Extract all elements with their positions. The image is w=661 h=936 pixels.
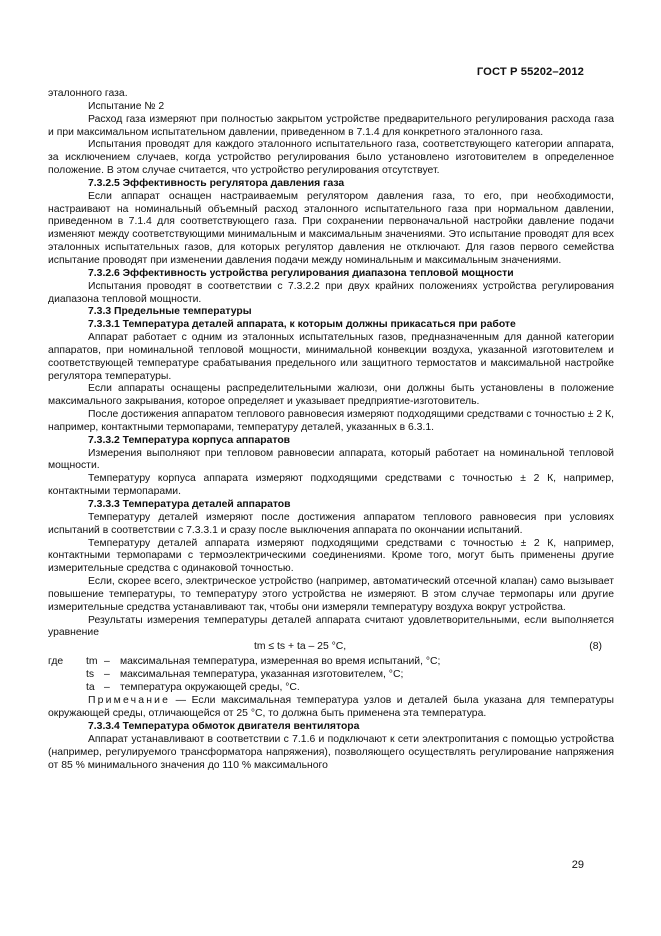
section-heading: 7.3.3.1 Температура деталей аппарата, к которым должны прикасаться при работе: [88, 319, 516, 331]
paragraph: Температуру корпуса аппарата измеряют подходящими средствами с точностью ± 2 К, например, контактными термопарами.: [48, 473, 614, 498]
paragraph: Если, скорее всего, электрическое устройство (например, автоматический отсечной клапан) само вызывает повышение температуры, то температуру этого устройства не измеряют. В этом случае термопары или другие измерительные средства устанавливают так, чтобы они измеряли температуру воздуха вокруг устройства.: [48, 576, 614, 613]
symbol: ta: [86, 682, 95, 694]
page-number: 29: [571, 859, 584, 871]
paragraph: эталонного газа.: [48, 88, 128, 99]
paragraph: Если аппараты оснащены распределительными жалюзи, они должны быть установлены в положение максимального закрывания, которое определяет и указывает предприятие-изготовитель.: [48, 383, 614, 408]
symbol-description: максимальная температура, указанная изготовителем, °C;: [120, 669, 404, 681]
test-heading: Испытание № 2: [88, 100, 165, 112]
paragraph: Аппарат работает с одним из эталонных испытательных газов, предназначенным для данной категории аппаратов, при номинальной тепловой мощности, минимальной конвекции воздуха, указанной изготовителем и соответствующей температуре срабатывания предельного или защитного термостатов и максимальной настройке регулятора температуры.: [48, 332, 614, 382]
symbol: ts: [86, 669, 95, 681]
section-heading: 7.3.3 Предельные температуры: [88, 306, 252, 318]
note: [48, 695, 614, 721]
legend-row: [48, 682, 614, 695]
symbol-description: температура окружающей среды, °C.: [120, 682, 300, 694]
legend-row: [48, 669, 614, 682]
section-heading: 7.3.3.2 Температура корпуса аппаратов: [88, 434, 291, 446]
section-heading: 7.3.2.5 Эффективность регулятора давления газа: [88, 177, 345, 189]
paragraph: Испытания проводят для каждого эталонного испытательного газа, соответствующего категории аппарата, за исключением случаев, когда устройство регулирования было установлено изготовителем в определенное положение. В этом случае считается, что устройство регулирования отсутствует.: [48, 139, 614, 177]
symbol-description: максимальная температура, измеренная во время испытаний, °C;: [120, 656, 441, 668]
paragraph: Испытания проводят в соответствии с 7.3.2.2 при двух крайних положениях устройства регулирования диапазона тепловой мощности.: [48, 280, 614, 305]
where-label: где: [48, 656, 64, 668]
paragraph: Температуру деталей аппарата измеряют подходящими средствами с точностью ± 2 К, например, контактными термопарами с термоэлектрическими соединениями. Кроме того, могут быть применены другие измерительные средства с одинаковой точностью.: [48, 537, 614, 575]
document-body: [48, 88, 614, 772]
note-label: Примечание: [88, 695, 171, 707]
paragraph: Измерения выполняют при тепловом равновесии аппарата, который работает на номинальной тепловой мощности.: [48, 447, 614, 472]
paragraph: Аппарат устанавливают в соответствии с 7.1.6 и подключают к сети электропитания с помощью устройства (например, регулируемого трансформатора напряжения), позволяющего осуществлять регулирование напряжения от 85 % минимального значения до 110 % максимального: [48, 733, 614, 771]
paragraph: После достижения аппаратом теплового равновесия измеряют подходящими средствами с точностью ± 2 К, например, контактными термопарами, температуру деталей, указанных в 6.3.1.: [48, 409, 614, 433]
legend-row: [48, 656, 614, 669]
section-heading: 7.3.2.6 Эффективность устройства регулирования диапазона тепловой мощности: [88, 267, 514, 279]
paragraph: Результаты измерения температуры деталей аппарата считают удовлетворительными, если выполняется уравнение: [48, 614, 614, 639]
equation: [48, 640, 614, 656]
section-heading: 7.3.3.4 Температура обмоток двигателя вентилятора: [88, 720, 360, 732]
note-text: — Если максимальная температура узлов и деталей была указана для температуры окружающей среды, отличающейся от 25 °C, то должна быть применена эта температура.: [48, 695, 614, 720]
equation-number: (8): [589, 641, 602, 653]
paragraph: Если аппарат оснащен настраиваемым регулятором давления газа, то его, при необходимости, настраивают на номинальный объемный расход эталонного испытательного газа при нормальном давлении, приведенном в 7.1.4 для соответствующего газа. При сохранении первоначальной настройки давление подачи изменяют между соответствующими минимальным и максимальным значениями. Это испытание проводят для всех эталонных испытательных газов, для которых регулятор давления не отключают. Для газов первого семейства испытание проводят при изменении давления подачи между номинальным и максимальным значениями.: [48, 190, 614, 266]
dash: –: [104, 669, 110, 681]
dash: –: [104, 682, 110, 694]
section-heading: 7.3.3.3 Температура деталей аппаратов: [88, 499, 291, 510]
equation-expression: tm ≤ ts + ta – 25 °C,: [254, 641, 347, 653]
paragraph: Расход газа измеряют при полностью закрытом устройстве предварительного регулирования расхода газа и при максимальном испытательном давлении, приведенном в 7.1.4 для конкретного эталонного газа.: [48, 113, 614, 138]
dash: –: [104, 656, 110, 668]
document-header: ГОСТ Р 55202–2012: [476, 66, 584, 78]
paragraph: Температуру деталей измеряют после достижения аппаратом теплового равновесия при условиях испытаний в соответствии с 7.3.3.1 и сразу после выключения аппарата по окончании испытаний.: [48, 511, 614, 536]
symbol: tm: [86, 656, 98, 668]
